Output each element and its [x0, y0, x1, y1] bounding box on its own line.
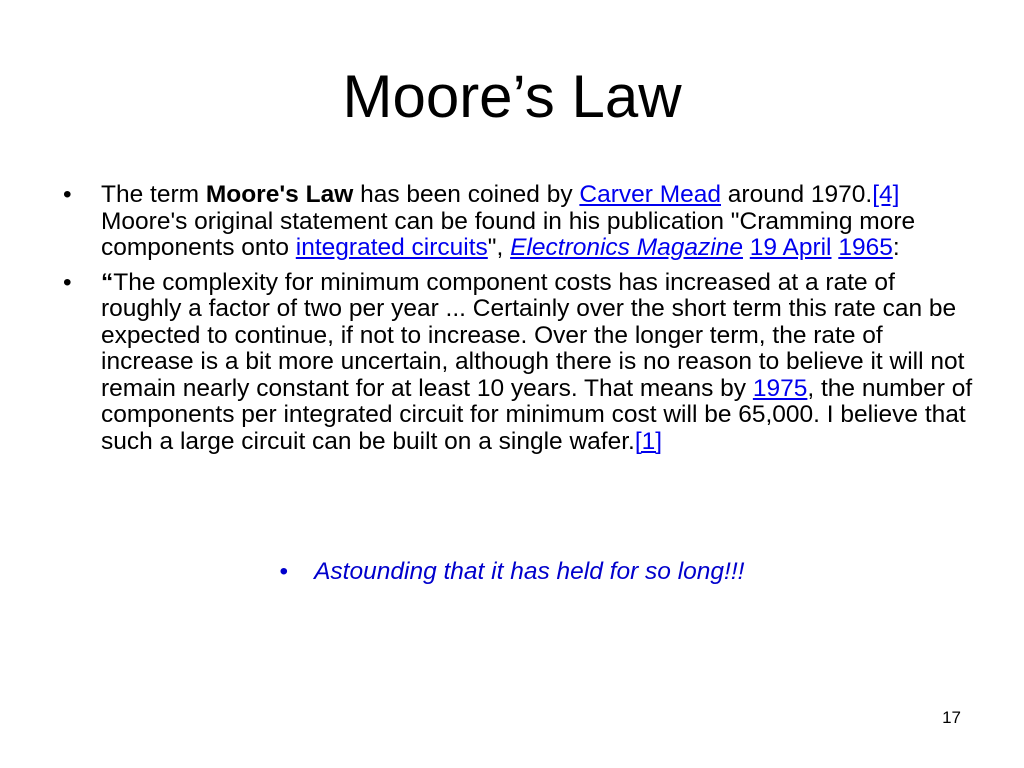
- highlight-bullet: [0, 558, 1024, 586]
- bullet1-text: has been coined by: [353, 181, 580, 208]
- bullet1-text: The term: [101, 181, 206, 208]
- bullet1-text: :: [892, 234, 900, 261]
- bullet-dot-icon: •: [279, 558, 289, 585]
- bullet1-text: Moore's original statement can be found in his publication "Cramming more components onto: [101, 207, 916, 261]
- link-1975[interactable]: 1975: [752, 374, 808, 402]
- slide-title: Moore’s Law: [342, 63, 682, 130]
- bullet-item-quote: [63, 268, 981, 456]
- bullet1-text: ",: [487, 234, 511, 261]
- quote-text: The complexity for minimum component costs has increased at a rate of roughly a factor of two per year ... Certainly over the short term this rate can be expected to continue, if not to increase. Over the longer term, the rate of increase is a bit more uncertain, although there is no reason to believe it will not remain nearly constant for at least 10 years. That means by: [101, 268, 965, 402]
- reference-link-1[interactable]: [1]: [634, 427, 663, 455]
- quote-text: , the number of components per integrated circuit for minimum cost will be 65,000. I believe that such a large circuit can be built on a single wafer.: [101, 374, 973, 455]
- term-moores-law: Moore's Law: [205, 181, 354, 208]
- link-19-april[interactable]: 19 April: [749, 234, 832, 261]
- link-carver-mead[interactable]: Carver Mead: [579, 181, 721, 208]
- page-number: 17: [942, 708, 961, 727]
- highlight-text: Astounding that it has held for so long!!!: [314, 558, 745, 585]
- bullet-list: [63, 181, 981, 463]
- open-quote-mark: “: [101, 268, 114, 296]
- bullet1-text: [743, 234, 750, 261]
- link-1965[interactable]: 1965: [838, 234, 893, 261]
- bullet-item-coined: [63, 181, 981, 262]
- link-integrated-circuits[interactable]: integrated circuits: [295, 234, 488, 261]
- bullet-dot-icon: •: [63, 181, 72, 208]
- link-electronics-magazine[interactable]: Electronics Magazine: [510, 234, 743, 261]
- bullet-dot-icon: •: [63, 268, 72, 296]
- bullet1-text: around 1970.: [721, 181, 873, 208]
- reference-link-4[interactable]: [4]: [872, 181, 900, 208]
